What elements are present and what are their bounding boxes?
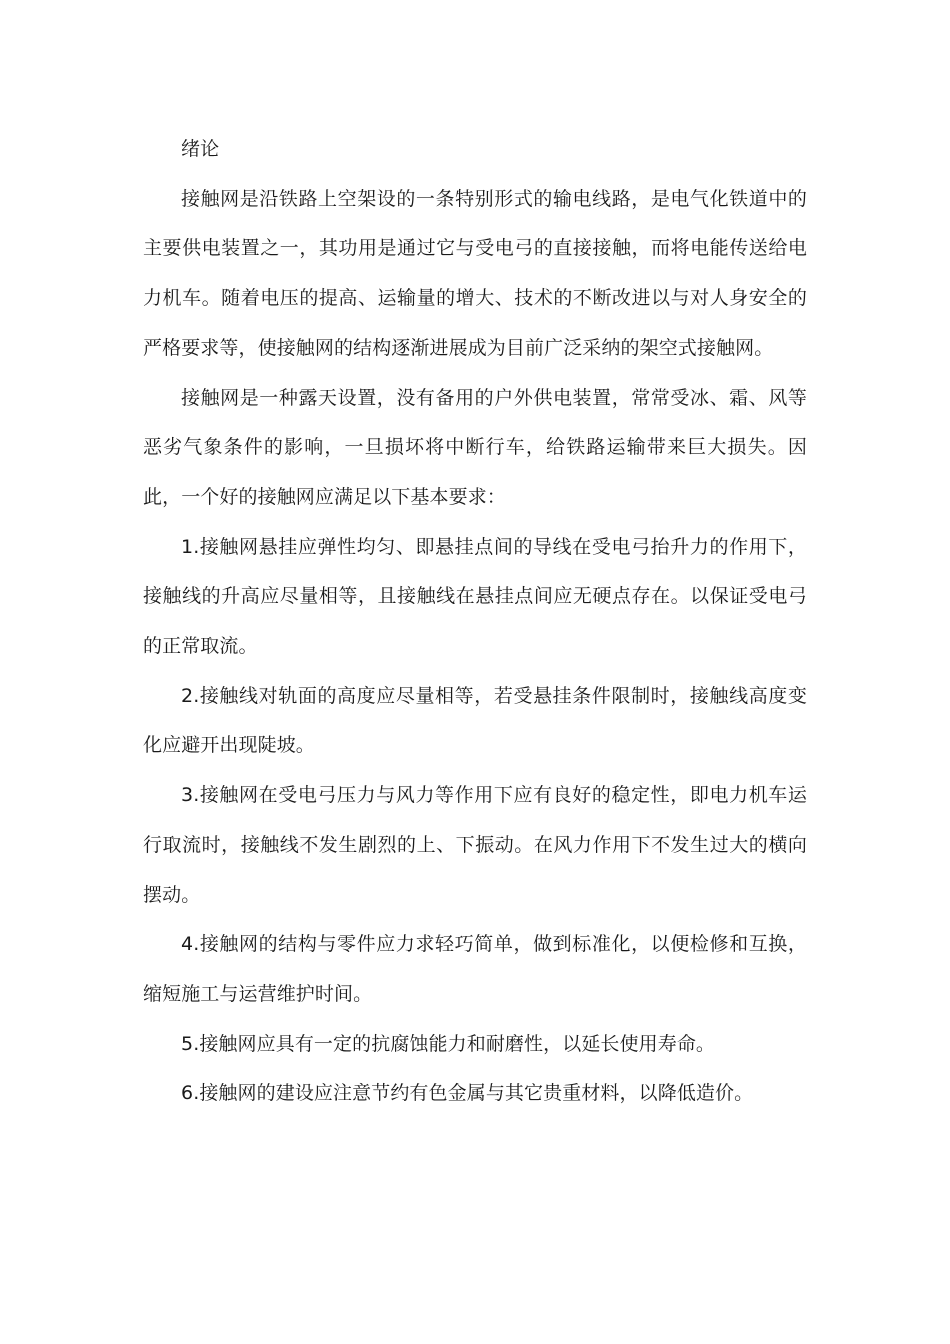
requirement-item-5: 5.接触网应具有一定的抗腐蚀能力和耐磨性，以延长使用寿命。 [181,1032,716,1055]
document-body [143,125,807,1119]
requirement-item-3: 3.接触网在受电弓压力与风力等作用下应有良好的稳定性，即电力机车运行取流时，接触线不发生剧烈的上、下振动。在风力作用下不发生过大的横向摆动。 [143,784,807,906]
intro-paragraph-2: 接触网是一种露天设置，没有备用的户外供电装置，常常受冰、霜、风等恶劣气象条件的影响，一旦损坏将中断行车，给铁路运输带来巨大损失。因此，一个好的接触网应满足以下基本要求： [143,386,807,508]
section-heading: 绪论 [181,138,220,160]
requirement-item-1: 1.接触网悬挂应弹性均匀、即悬挂点间的导线在受电弓抬升力的作用下，接触线的升高应尽量相等，且接触线在悬挂点间应无硬点存在。以保证受电弓的正常取流。 [143,535,807,658]
requirement-item-2: 2.接触线对轨面的高度应尽量相等，若受悬挂条件限制时，接触线高度变化应避开出现陡坡。 [143,684,807,757]
intro-paragraph-1: 接触网是沿铁路上空架设的一条特别形式的输电线路，是电气化铁道中的主要供电装置之一，其功用是通过它与受电弓的直接接触，而将电能传送给电力机车。随着电压的提高、运输量的增大、技术的不断改进以与对人身安全的严格要求等，使接触网的结构逐渐进展成为目前广泛采纳的架空式接触网。 [143,187,807,359]
requirement-item-6: 6.接触网的建设应注意节约有色金属与其它贵重材料，以降低造价。 [181,1082,754,1105]
requirement-item-4: 4.接触网的结构与零件应力求轻巧简单，做到标准化，以便检修和互换，缩短施工与运营维护时间。 [143,933,807,1005]
